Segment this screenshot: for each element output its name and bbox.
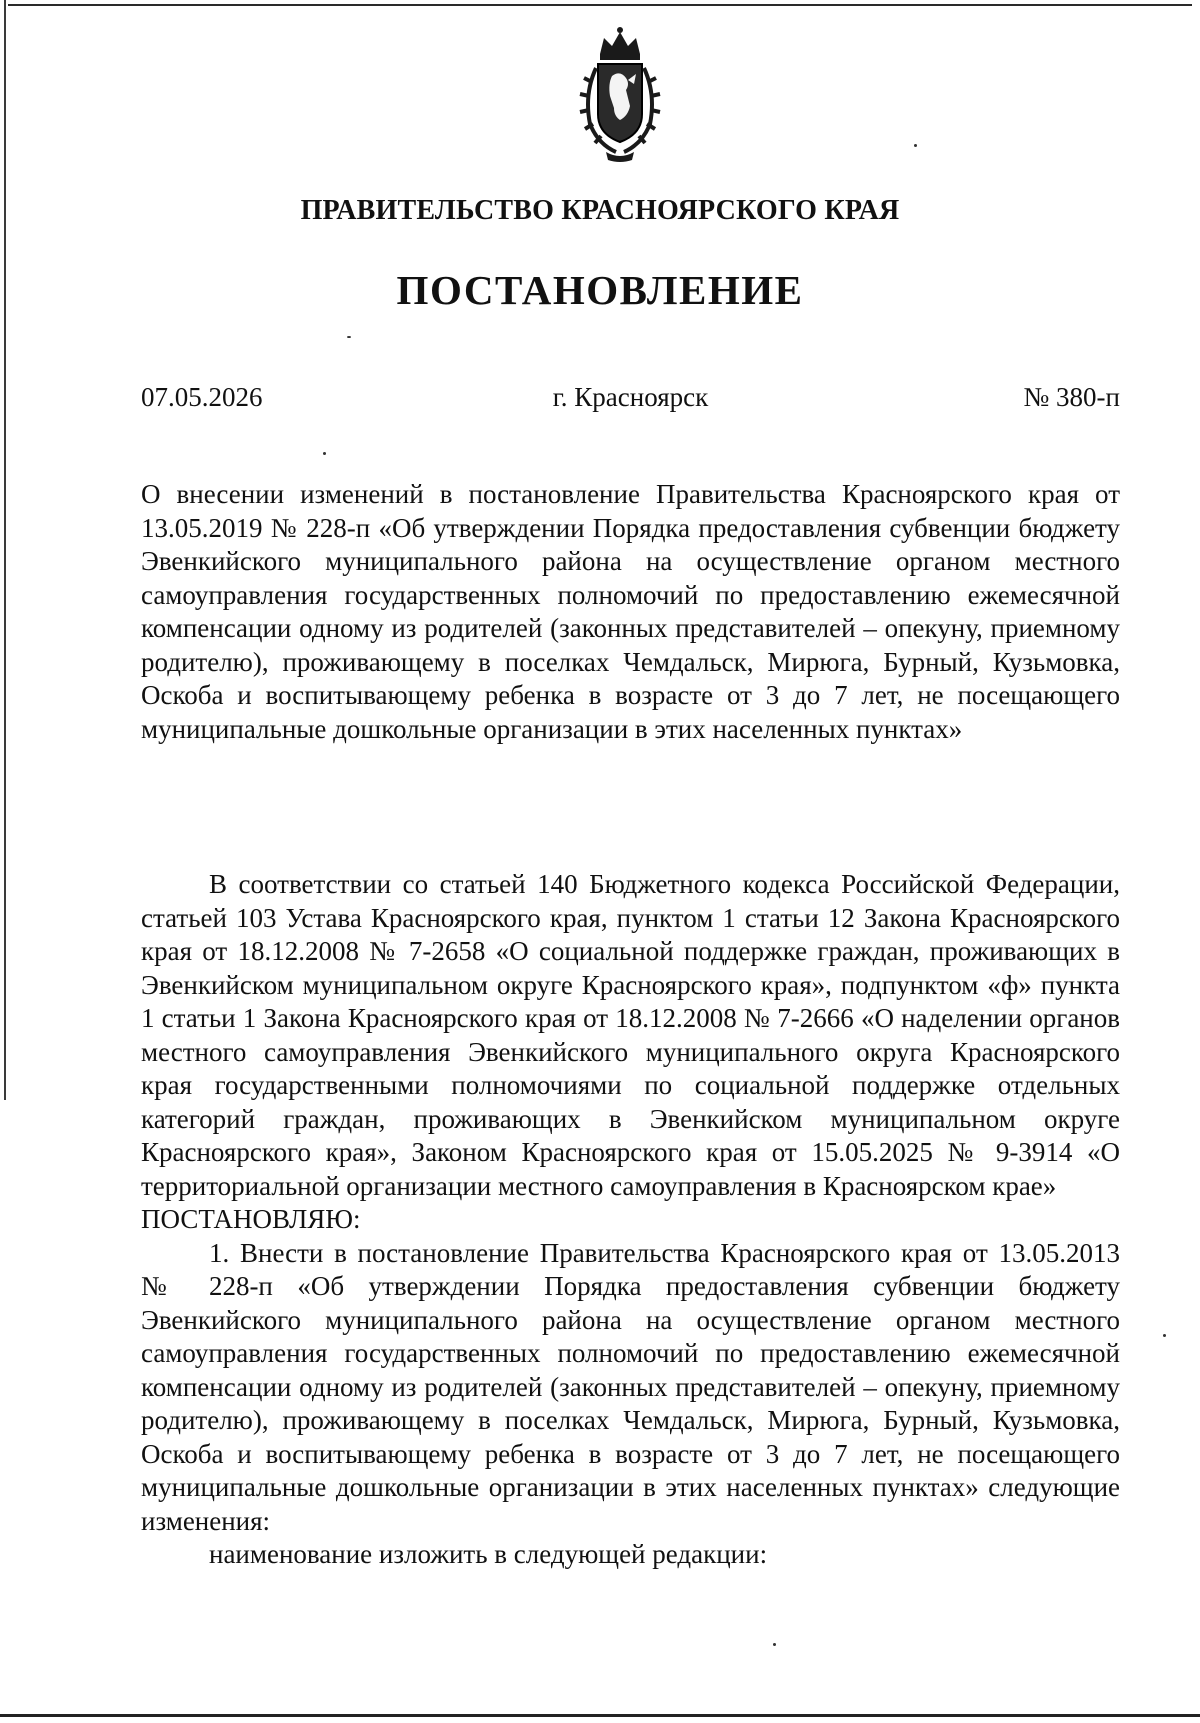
scan-speck: [347, 336, 351, 338]
preamble-paragraph: В соответствии со статьей 140 Бюджетного кодекса Российской Федерации, статьей 103 Устава Красноярского края, пунктом 1 статьи 12 Закона Красноярского края от 18.12.2008 № 7-2658 «О социальной поддержке граждан, проживающих в Эвенкийском муниципальном округе Красноярского края», подпунктом «ф» пункта 1 статьи 1 Закона Красноярского края от 18.12.2008 № 7-2666 «О наделении органов местного самоуправления Эвенкийского муниципального округа Красноярского края государственными полномочиями по социальной поддержке отдельных категорий граждан, проживающих в Эвенкийском муниципальном округе Красноярского края», Законом Красноярского края от 15.05.2025 № 9-3914 «О территориальной организации местного самоуправления в Красноярском крае»: [141, 869, 1120, 1201]
document-subject: О внесении изменений в постановление Правительства Красноярского края от 13.05.2019 № 228-п «Об утверждении Порядка предоставления субвенции бюджету Эвенкийского муниципального района на осуществление органом местного самоуправления государственных полномочий по предоставлению ежемесячной компенсации одному из родителей (законных представителей – опекуну, приемному родителю), проживающему в поселках Чемдальск, Мирюга, Бурный, Кузьмовка, Оскоба и воспитывающему ребенка в возрасте от 3 до 7 лет, не посещающего муниципальные дошкольные организации в этих населенных пунктах»: [141, 479, 1120, 744]
scan-speck: [914, 144, 917, 147]
scan-top-edge: [8, 4, 1192, 6]
item-1-paragraph: 1. Внести в постановление Правительства Красноярского края от 13.05.2013 № 228-п «Об утверждении Порядка предоставления субвенции бюджету Эвенкийского муниципального района на осуществление органом местного самоуправления государственных полномочий по предоставлению ежемесячной компенсации одному из родителей (законных представителей – опекуну, приемному родителю), проживающему в поселках Чемдальск, Мирюга, Бурный, Кузьмовка, Оскоба и воспитывающему ребенка в возрасте от 3 до 7 лет, не посещающего муниципальные дошкольные организации в этих населенных пунктах» следующие изменения:: [141, 1237, 1120, 1536]
government-title: ПРАВИТЕЛЬСТВО КРАСНОЯРСКОГО КРАЯ: [300, 195, 900, 226]
scan-speck: [323, 452, 326, 455]
document-type-title: ПОСТАНОВЛЕНИЕ: [396, 267, 804, 313]
item-1-subparagraph: наименование изложить в следующей редакции:: [209, 1539, 768, 1569]
scan-left-edge: [4, 0, 6, 1100]
document-number: № 380-п: [1023, 382, 1120, 412]
document-city: г. Красноярск: [552, 382, 709, 412]
document-body: [141, 868, 1120, 1572]
scan-speck: [1163, 1334, 1166, 1337]
scan-speck: [773, 1643, 776, 1646]
document-meta-line: [141, 382, 1120, 416]
krasnoyarsk-coat-of-arms-icon: [570, 24, 670, 164]
document-date: 07.05.2026: [141, 382, 263, 412]
decree-word: ПОСТАНОВЛЯЮ:: [141, 1204, 361, 1234]
scan-bottom-edge: [0, 1714, 1200, 1717]
